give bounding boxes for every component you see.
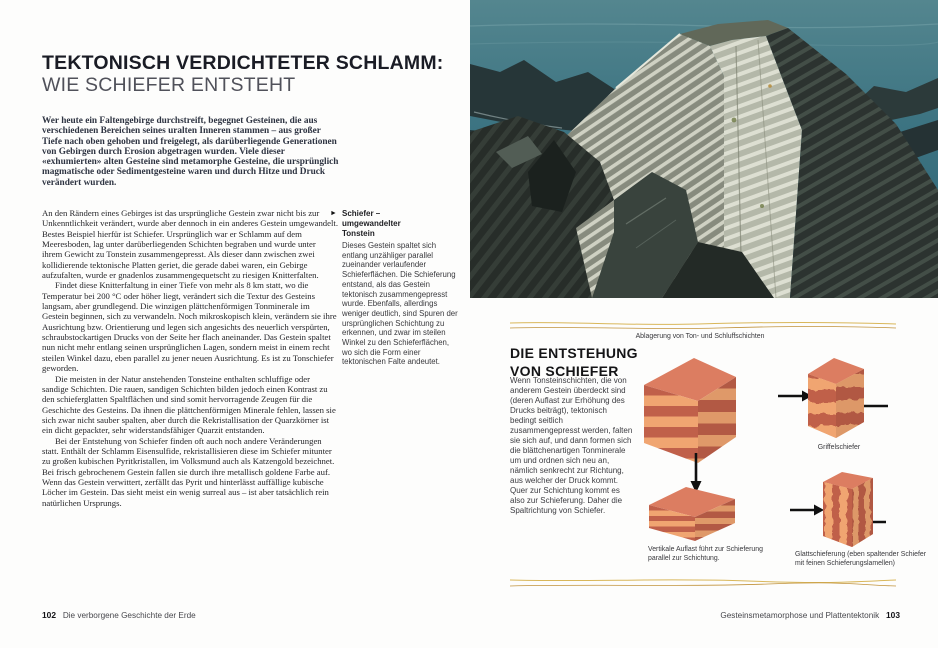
page-title-line2: WIE SCHIEFER ENTSTEHT [42,74,296,96]
page-number-left: 102 [42,610,56,620]
page-number-right: 103 [886,610,900,620]
margin-note-body: Dieses Gestein spaltet sich entlang unzähliger parallel zueinander verlaufender Schieferflächen. Die Schieferung entstand, als das Gestein tektonisch zusammengepresst wurde. Ebenfalls, allerdings weniger deutlich, sind Spuren der ursprünglichen Schichtung zu erkennen, und zwar im steilen Winkel zu den Schieferflächen, wo sich die Form einer tektonischen Falte andeutet. [342,241,458,367]
footer-right-label: Gesteinsmetamorphose und Plattentektonik [720,611,880,620]
body-text-column [42,208,338,508]
section-divider-top [508,319,898,333]
footer-left-label: Die verborgene Geschichte der Erde [62,611,196,620]
triangle-marker-icon: ► [330,210,337,217]
layered-rock-block-compressed [646,483,738,545]
intro-paragraph: Wer heute ein Faltengebirge durchstreift, begegnet Gesteinen, die aus verschiedenen Bereichen seines uralten Inneren stammen – aus großer Tiefe nach oben gehoben und freigelegt, als darüberliegende Generationen von Gebirgen durch Erosion abgetragen wurden. Viele dieser «exhumierten» alten Gesteine sind metamorphe Gesteine, die ursprünglich magmatische oder Sedimentgesteine waren und durch Hitze und Druck verändert wurden. [42,116,339,188]
diagram-label-griffelschiefer: Griffelschiefer [817,444,861,451]
pressure-arrow-right-icon [790,504,824,516]
diagram-label-deposition: Ablagerung von Ton- und Schluffschichten [635,333,765,340]
section-divider-bottom [508,576,898,590]
footer-left [42,610,196,620]
page-title-line1: TEKTONISCH VERDICHTETER SCHLAMM: [42,52,444,74]
body-paragraph: Die meisten in der Natur anstehenden Tonsteine enthalten schluffige oder sandige Schichten. Die rauen, sandigen Schichten bilden jedoch einen Kontrast zu den schieferglatten Spaltflächen und sind somit hervorragende Zeugen für die Geschichte des Gesteins. Da ihnen die plättchenförmigen Minerale fehlen, lassen sie sich zwar nicht sauber spalten, aber durch die Rekristallisation der Quarzkörner ist ein dicht gepackter, sehr widerstandsfähiger Quarzit entstanden. [42,373,336,436]
body-paragraph: Bei der Entstehung von Schiefer finden oft auch noch andere Veränderungen statt. Enthält der Schlamm Eisensulfide, rekristallisieren diese im Schiefer mitunter zu großen kubischen Pyritkristallen, im Volksmund auch als Katzengold bezeichnet. Bei frisch gebrochenem Gestein fallen sie durch ihre metallisch goldene Farbe auf. Wenn das Gestein verwittert, zerfällt das Pyrit und hinterlässt auffällige kubische Löcher im Gestein. Das sieht meist ein wenig surreal aus – ist aber tatsächlich rein natürlichen Ursprungs. [42,435,335,508]
body-paragraph: An den Rändern eines Gebirges ist das ursprüngliche Gestein zwar nicht bis zur Unkenntlichkeit verändert, wurde aber dennoch in ein anderes Gestein umgewandelt. Bestes Beispiel hierfür ist Schiefer. Ursprünglich war er Schlamm auf dem Meeresboden, lag unter darüberliegenden Schichten begraben und wurde unter ihrem Gewicht zu Tonstein zusammengepresst. Als dieser dann zwischen zwei kollidierende tektonische Platten geriet, die gerade dabei waren, ein Gebirge aufzufalten, wurde er gnadenlos zusammengequetscht zu riesigen Knitterfalten. [42,208,338,281]
layered-rock-block-folded [806,352,866,442]
diagram-label-vertical-load: Vertikale Auflast führt zur Schieferung parallel zur Schichtung. [648,546,763,562]
margin-note-title: Schiefer – umgewandelter Tonstein [342,209,401,238]
layered-rock-block-flat [638,349,742,467]
diagram-heading: DIE ENTSTEHUNG VON SCHIEFER [510,345,638,379]
diagram-label-glattschieferung: Glattschieferung (eben spaltender Schiefer mit feinen Schieferungslamellen) [795,551,926,567]
layered-rock-block-cleaved [820,468,876,552]
body-paragraph: Findet diese Knitterfaltung in einer Tiefe von mehr als 8 km statt, wo die Temperatur bei 200 °C oder höher liegt, verändert sich die Textur des Gesteins langsam, aber grundlegend. Die winzigen plättchenförmigen Tonminerale im Gestein beginnen, sich zu verwandeln. Noch mikroskopisch klein, verändern sie ihre Ausrichtung bzw. Orientierung und legen sich angesichts des neuerlich verspürten, schraubstockartigen Drucks von der Seite her flach aneinander. Das Gestein spaltet nun nicht mehr entlang seinen ursprünglichen Lagen, sondern meist in einem recht steilen Winkel dazu, eben parallel zu jener neuen Ausrichtung. Es ist zu Tonschiefer geworden. [42,280,337,374]
coastal-slate-cliffs-photo [470,0,938,298]
footer-right [650,610,900,620]
diagram-body-text: Wenn Tonsteinschichten, die von anderem Gestein überdeckt sind (deren Auflast zur Erhöhung des Drucks beiträgt), tektonisch bedingt seitlich zusammengepresst werden, falten sie sich auf, und dann formen sich die blättchenartigen Tonminerale um und ordnen sich neu an, nämlich senkrecht zur Richtung, aus welcher der Druck kommt. Quer zur Schichtung kommt es also zur Schieferung. Daher die Spaltrichtung von Schiefer. [510,376,633,515]
